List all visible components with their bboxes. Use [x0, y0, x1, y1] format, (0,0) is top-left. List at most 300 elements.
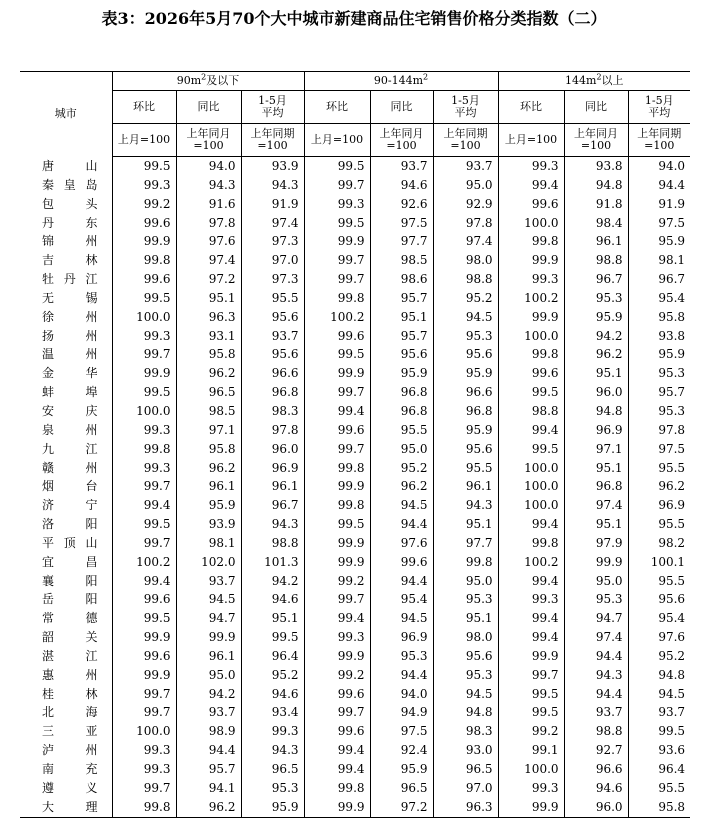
table-row [20, 572, 690, 591]
city-char: 三 [42, 724, 55, 739]
table-row [20, 722, 690, 741]
index-value: 99.9 [176, 628, 241, 647]
table-row [20, 760, 690, 779]
index-value: 93.7 [176, 572, 241, 591]
city-char: 济 [42, 498, 55, 513]
city-name-text [42, 647, 98, 666]
city-name-text [42, 345, 98, 364]
city-name [20, 496, 112, 515]
base-period-line2: =100 [257, 139, 288, 152]
metric-header-line1: 同比 [585, 100, 608, 113]
index-value: 92.4 [370, 741, 433, 760]
city-char: 义 [85, 780, 98, 795]
index-value: 99.2 [304, 572, 370, 591]
index-value: 94.4 [370, 515, 433, 534]
metric-header [628, 91, 690, 124]
index-value: 96.3 [176, 308, 241, 327]
index-value: 93.7 [370, 157, 433, 176]
index-value: 97.8 [241, 421, 304, 440]
index-value: 94.7 [176, 609, 241, 628]
index-value: 100.2 [112, 553, 176, 572]
index-value: 99.5 [628, 722, 690, 741]
city-char: 阳 [85, 573, 98, 588]
index-value: 95.9 [564, 308, 628, 327]
city-char: 九 [42, 441, 55, 456]
index-value: 99.5 [498, 383, 564, 402]
table-row [20, 703, 690, 722]
index-value: 99.7 [304, 176, 370, 195]
index-value: 96.7 [241, 496, 304, 515]
index-value: 99.3 [112, 741, 176, 760]
city-char: 州 [85, 328, 98, 343]
index-value: 97.4 [564, 496, 628, 515]
table-row [20, 666, 690, 685]
index-value: 100.0 [498, 477, 564, 496]
index-value: 98.6 [370, 270, 433, 289]
city-name-text [42, 779, 98, 798]
index-value: 95.5 [370, 421, 433, 440]
table-row [20, 779, 690, 798]
city-name-text [42, 741, 98, 760]
index-value: 94.5 [433, 685, 498, 704]
base-period-line2: =100 [450, 139, 481, 152]
index-value: 99.4 [304, 402, 370, 421]
index-value: 95.5 [628, 459, 690, 478]
city-char: 关 [85, 630, 98, 645]
index-value: 96.2 [176, 798, 241, 817]
index-value: 98.5 [176, 402, 241, 421]
index-value: 99.9 [112, 364, 176, 383]
index-value: 99.3 [112, 176, 176, 195]
index-value: 96.5 [370, 779, 433, 798]
price-index-table [20, 71, 690, 818]
index-value: 94.5 [433, 308, 498, 327]
city-name-text [42, 195, 98, 214]
index-value: 94.0 [370, 685, 433, 704]
city-name-text [42, 722, 98, 741]
index-value: 99.6 [498, 195, 564, 214]
area-group-header [304, 72, 498, 91]
index-value: 99.4 [304, 741, 370, 760]
base-period-line1: 上年同期 [637, 127, 682, 140]
metric-header [370, 91, 433, 124]
metric-header-line2: 平均 [648, 106, 671, 119]
index-value: 95.2 [433, 289, 498, 308]
index-value: 99.3 [498, 157, 564, 176]
index-value: 95.1 [370, 308, 433, 327]
index-value: 99.6 [304, 685, 370, 704]
city-name [20, 383, 112, 402]
index-value: 99.7 [112, 685, 176, 704]
index-value: 94.0 [628, 157, 690, 176]
table-row [20, 251, 690, 270]
index-value: 96.9 [370, 628, 433, 647]
index-value: 95.1 [433, 609, 498, 628]
index-value: 98.4 [564, 214, 628, 233]
table-row [20, 590, 690, 609]
index-value: 95.3 [241, 779, 304, 798]
index-value: 96.1 [564, 232, 628, 251]
index-value: 96.7 [628, 270, 690, 289]
city-char: 德 [85, 611, 98, 626]
index-value: 97.1 [176, 421, 241, 440]
index-value: 99.9 [304, 232, 370, 251]
index-value: 99.9 [304, 534, 370, 553]
city-name [20, 741, 112, 760]
index-value: 99.5 [498, 440, 564, 459]
city-char: 头 [85, 196, 98, 211]
city-char: 充 [85, 762, 98, 776]
index-value: 95.6 [433, 440, 498, 459]
index-value: 94.6 [241, 590, 304, 609]
city-char: 扬 [42, 328, 55, 343]
city-name-text [42, 421, 98, 440]
table-row [20, 308, 690, 327]
index-value: 93.7 [564, 703, 628, 722]
index-value: 94.4 [176, 741, 241, 760]
city-char: 丹 [63, 272, 76, 287]
city-name-text [42, 666, 98, 685]
city-char: 唐 [42, 158, 55, 173]
city-name [20, 703, 112, 722]
index-value: 94.3 [176, 176, 241, 195]
city-char: 华 [85, 366, 98, 381]
city-name-text [42, 703, 98, 722]
index-value: 95.1 [564, 459, 628, 478]
index-value: 99.9 [112, 232, 176, 251]
city-char: 包 [42, 196, 55, 211]
index-value: 99.9 [498, 308, 564, 327]
metric-header [304, 91, 370, 124]
city-char: 吉 [42, 253, 55, 268]
index-value: 95.3 [370, 647, 433, 666]
index-value: 99.5 [112, 157, 176, 176]
index-value: 98.8 [564, 722, 628, 741]
index-value: 96.9 [241, 459, 304, 478]
index-value: 99.8 [112, 440, 176, 459]
table-row [20, 195, 690, 214]
city-name [20, 628, 112, 647]
index-value: 93.9 [176, 515, 241, 534]
index-value: 99.6 [304, 722, 370, 741]
base-period-line1: 上月=100 [504, 133, 558, 146]
index-value: 96.4 [241, 647, 304, 666]
city-char: 烟 [42, 479, 55, 494]
city-char: 林 [85, 253, 98, 268]
city-name-text [42, 176, 98, 195]
city-char: 遵 [42, 780, 55, 795]
index-value: 96.6 [564, 760, 628, 779]
index-value: 91.6 [176, 195, 241, 214]
city-char: 丹 [42, 215, 55, 230]
index-value: 95.8 [176, 440, 241, 459]
index-value: 97.4 [241, 214, 304, 233]
metric-header [433, 91, 498, 124]
city-char: 岳 [42, 592, 55, 607]
index-value: 97.6 [176, 232, 241, 251]
index-value: 94.8 [564, 176, 628, 195]
index-value: 99.4 [304, 609, 370, 628]
index-value: 99.7 [498, 666, 564, 685]
index-value: 100.2 [498, 553, 564, 572]
index-value: 97.3 [241, 270, 304, 289]
city-char: 州 [85, 234, 98, 249]
metric-header-line1: 同比 [390, 100, 413, 113]
index-value: 93.7 [628, 703, 690, 722]
city-char: 台 [85, 479, 98, 494]
index-value: 99.7 [112, 779, 176, 798]
table-row [20, 647, 690, 666]
index-value: 100.0 [112, 722, 176, 741]
index-value: 102.0 [176, 553, 241, 572]
city-name-text [42, 232, 98, 251]
table-row [20, 402, 690, 421]
area-group-header [498, 72, 690, 91]
base-period-header [498, 124, 564, 157]
city-name-text [42, 515, 98, 534]
index-value: 99.4 [498, 421, 564, 440]
city-char: 庆 [85, 403, 98, 418]
city-name [20, 232, 112, 251]
city-name [20, 647, 112, 666]
index-value: 95.5 [628, 572, 690, 591]
index-value: 96.5 [433, 760, 498, 779]
index-value: 98.2 [628, 534, 690, 553]
index-value: 94.5 [370, 496, 433, 515]
index-value: 99.8 [498, 534, 564, 553]
index-value: 99.5 [304, 214, 370, 233]
base-period-header [304, 124, 370, 157]
city-char: 林 [85, 686, 98, 701]
index-value: 91.9 [241, 195, 304, 214]
index-value: 99.6 [498, 364, 564, 383]
index-value: 99.6 [112, 214, 176, 233]
index-value: 97.8 [628, 421, 690, 440]
index-value: 92.7 [564, 741, 628, 760]
base-period-line2: =100 [644, 139, 675, 152]
index-value: 99.5 [241, 628, 304, 647]
index-value: 95.3 [564, 289, 628, 308]
table-row [20, 270, 690, 289]
city-name [20, 666, 112, 685]
index-value: 96.0 [241, 440, 304, 459]
index-value: 97.5 [628, 214, 690, 233]
city-name-text [42, 251, 98, 270]
index-value: 94.8 [433, 703, 498, 722]
metric-header-line1: 1-5月 [258, 94, 287, 107]
index-value: 96.1 [241, 477, 304, 496]
base-period-line1: 上年同月 [379, 127, 424, 140]
index-value: 94.6 [564, 779, 628, 798]
index-value: 99.7 [112, 477, 176, 496]
index-value: 99.7 [304, 440, 370, 459]
index-value: 98.3 [241, 402, 304, 421]
index-value: 97.2 [176, 270, 241, 289]
city-name-text [42, 214, 98, 233]
city-name-text [42, 590, 98, 609]
index-value: 99.4 [498, 515, 564, 534]
area-group-label: 90-144m [373, 74, 424, 87]
index-value: 99.4 [498, 572, 564, 591]
table-header [20, 72, 690, 157]
index-value: 97.9 [564, 534, 628, 553]
index-value: 95.9 [628, 345, 690, 364]
city-name-text [42, 553, 98, 572]
base-period-header [370, 124, 433, 157]
table-title: 表3：2026年5月70个大中城市新建商品住宅销售价格分类指数（二） [101, 9, 607, 28]
index-value: 95.1 [433, 515, 498, 534]
index-value: 95.9 [433, 421, 498, 440]
index-value: 99.9 [304, 553, 370, 572]
index-value: 98.8 [241, 534, 304, 553]
city-name [20, 515, 112, 534]
city-name [20, 477, 112, 496]
index-value: 100.0 [498, 459, 564, 478]
table-row [20, 798, 690, 817]
index-value: 94.2 [564, 327, 628, 346]
base-period-line1: 上月=100 [310, 133, 364, 146]
index-value: 99.9 [498, 798, 564, 817]
index-value: 98.1 [176, 534, 241, 553]
city-char: 皇 [63, 177, 76, 192]
city-char: 锦 [42, 234, 55, 249]
table-row [20, 440, 690, 459]
city-char: 海 [85, 705, 98, 720]
city-name-text [42, 572, 98, 591]
index-value: 96.0 [564, 383, 628, 402]
index-value: 99.4 [304, 760, 370, 779]
city-name [20, 609, 112, 628]
city-name [20, 308, 112, 327]
index-value: 94.3 [241, 176, 304, 195]
table-row [20, 534, 690, 553]
city-name-text [42, 609, 98, 628]
city-char: 韶 [42, 630, 55, 645]
index-value: 99.3 [498, 270, 564, 289]
index-value: 99.9 [498, 251, 564, 270]
index-value: 95.2 [241, 666, 304, 685]
index-value: 100.0 [112, 402, 176, 421]
table-row [20, 327, 690, 346]
index-value: 97.5 [628, 440, 690, 459]
index-value: 99.8 [498, 232, 564, 251]
index-value: 96.1 [176, 477, 241, 496]
index-value: 97.2 [370, 798, 433, 817]
index-value: 99.4 [498, 609, 564, 628]
index-value: 94.8 [628, 666, 690, 685]
city-name [20, 421, 112, 440]
index-value: 95.8 [628, 308, 690, 327]
index-value: 96.1 [176, 647, 241, 666]
city-char: 安 [42, 403, 55, 418]
index-value: 94.1 [176, 779, 241, 798]
city-name [20, 722, 112, 741]
index-value: 98.9 [176, 722, 241, 741]
index-value: 94.3 [564, 666, 628, 685]
index-value: 94.0 [176, 157, 241, 176]
index-value: 97.1 [564, 440, 628, 459]
area-group-suffix: 及以下 [206, 74, 240, 87]
city-char: 州 [85, 743, 98, 758]
table-row [20, 609, 690, 628]
index-value: 99.9 [498, 647, 564, 666]
metric-header-line1: 1-5月 [644, 94, 674, 107]
index-value: 99.7 [112, 345, 176, 364]
index-value: 95.7 [370, 327, 433, 346]
index-value: 99.3 [241, 722, 304, 741]
index-value: 99.2 [498, 722, 564, 741]
index-value: 91.8 [564, 195, 628, 214]
city-char: 昌 [85, 554, 98, 569]
index-value: 99.7 [112, 534, 176, 553]
index-value: 93.6 [628, 741, 690, 760]
base-period-line2: =100 [386, 139, 417, 152]
index-value: 99.3 [112, 421, 176, 440]
index-value: 99.9 [112, 666, 176, 685]
city-name [20, 572, 112, 591]
index-value: 96.0 [564, 798, 628, 817]
index-value: 96.1 [433, 477, 498, 496]
base-period-line1: 上年同月 [574, 127, 619, 140]
table-row [20, 553, 690, 572]
city-char: 州 [85, 422, 98, 437]
index-value: 99.8 [112, 798, 176, 817]
table-row [20, 477, 690, 496]
index-value: 99.2 [304, 666, 370, 685]
area-group-header [112, 72, 304, 91]
index-value: 94.9 [370, 703, 433, 722]
index-value: 99.6 [112, 590, 176, 609]
city-name-text [42, 327, 98, 346]
index-value: 96.8 [370, 402, 433, 421]
index-value: 95.5 [628, 779, 690, 798]
index-value: 99.8 [433, 553, 498, 572]
index-value: 99.7 [304, 383, 370, 402]
city-name-text [42, 383, 98, 402]
index-value: 95.5 [628, 515, 690, 534]
metric-header [176, 91, 241, 124]
index-value: 95.7 [370, 289, 433, 308]
index-value: 98.0 [433, 628, 498, 647]
index-value: 93.7 [241, 327, 304, 346]
city-char: 无 [42, 290, 55, 305]
index-value: 95.1 [176, 289, 241, 308]
index-value: 94.4 [370, 666, 433, 685]
index-value: 99.9 [112, 628, 176, 647]
city-name [20, 251, 112, 270]
index-value: 96.6 [433, 383, 498, 402]
city-name [20, 195, 112, 214]
index-value: 98.5 [370, 251, 433, 270]
index-value: 96.8 [433, 402, 498, 421]
index-value: 96.2 [564, 345, 628, 364]
city-char: 江 [85, 648, 98, 663]
city-name [20, 402, 112, 421]
index-value: 94.2 [241, 572, 304, 591]
index-value: 94.8 [564, 402, 628, 421]
index-value: 95.5 [433, 459, 498, 478]
city-char: 阳 [85, 517, 98, 532]
table-row [20, 289, 690, 308]
index-value: 100.2 [304, 308, 370, 327]
index-value: 93.8 [564, 157, 628, 176]
index-value: 95.4 [628, 609, 690, 628]
index-value: 95.7 [176, 760, 241, 779]
index-value: 97.0 [241, 251, 304, 270]
city-name [20, 459, 112, 478]
index-value: 94.5 [370, 609, 433, 628]
index-value: 95.9 [176, 496, 241, 515]
